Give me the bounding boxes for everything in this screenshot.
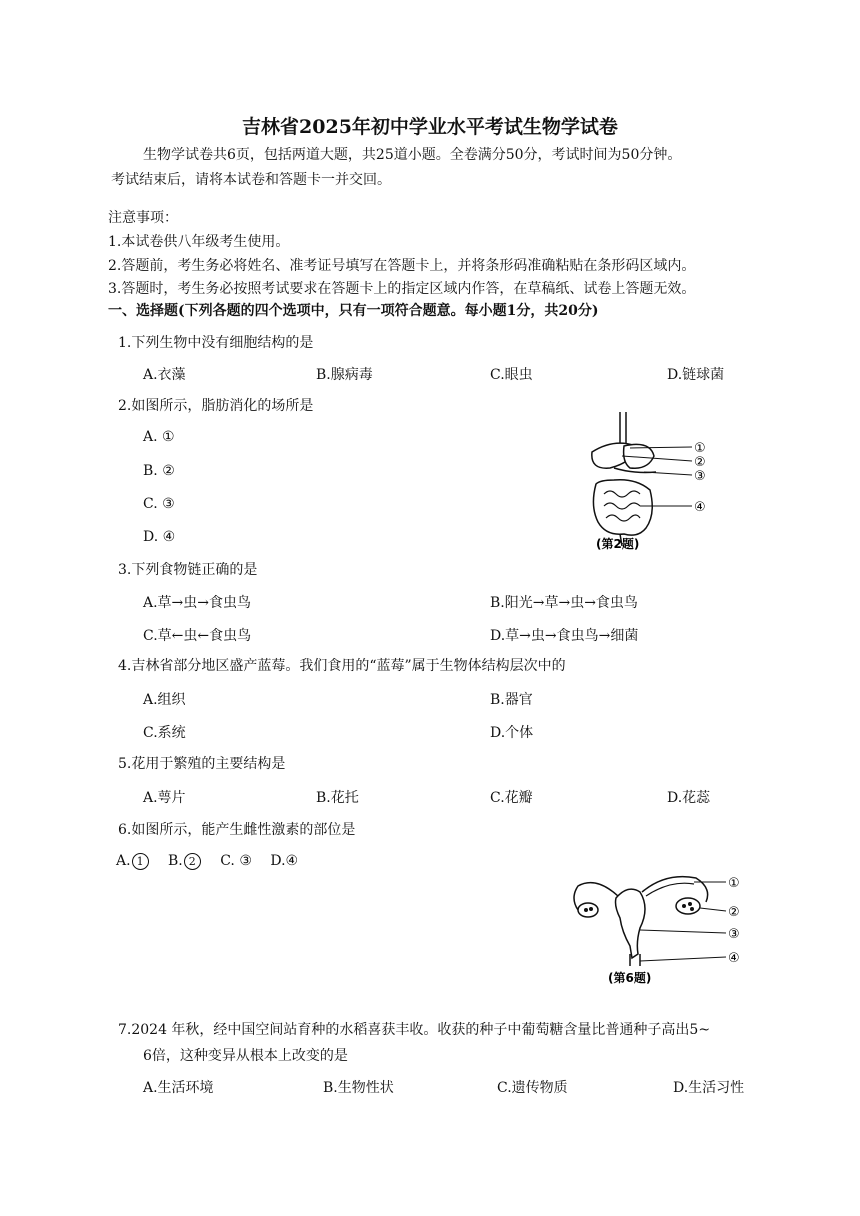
section-heading: 一、选择题(下列各题的四个选项中，只有一项符合题意。每小题1分，共20分) — [108, 303, 599, 319]
option-a: A.衣藻 — [143, 367, 186, 383]
question-stem: 3.下列食物链正确的是 — [118, 562, 258, 578]
option-c: C.花瓣 — [490, 790, 533, 806]
page-title: 吉林省2025年初中学业水平考试生物学试卷 — [242, 116, 618, 138]
option-d: D.个体 — [490, 725, 534, 741]
option-c: C.草←虫←食虫鸟 — [143, 628, 252, 644]
figure-caption: (第2题) — [596, 537, 640, 551]
option-a: A.萼片 — [143, 790, 186, 806]
question-stem: 2.如图所示，脂肪消化的场所是 — [118, 398, 314, 414]
option-a: A. — [116, 853, 131, 869]
option-b: B.器官 — [490, 692, 533, 708]
question-stem: 4.吉林省部分地区盛产蓝莓。我们食用的“蓝莓”属于生物体结构层次中的 — [118, 658, 566, 674]
option-c: C.眼虫 — [490, 367, 533, 383]
option-c: C. ③ — [220, 853, 252, 869]
option-c: C.系统 — [143, 725, 186, 741]
option-b: B. — [168, 853, 183, 869]
option-b: B. ② — [143, 463, 175, 479]
option-d: D.花蕊 — [667, 790, 711, 806]
option-a: A.生活环境 — [143, 1080, 214, 1096]
option-b: B.腺病毒 — [316, 367, 373, 383]
figure-caption: (第6题) — [608, 971, 652, 985]
option-c: C. ③ — [143, 496, 175, 512]
note-item: 1.本试卷供八年级考生使用。 — [108, 234, 290, 250]
option-d: D.生活习性 — [673, 1080, 745, 1096]
figure-label: ③ — [694, 469, 706, 484]
figure-label: ② — [728, 905, 740, 920]
figure-label: ④ — [694, 500, 706, 515]
figure-label: ② — [694, 455, 706, 470]
figure-label: ④ — [728, 951, 740, 966]
option-b: B.阳光→草→虫→食虫鸟 — [490, 595, 638, 611]
note-item: 3.答题时，考生务必按照考试要求在答题卡上的指定区域内作答，在草稿纸、试卷上答题无效。 — [108, 281, 696, 297]
question-stem: 6.如图所示，能产生雌性激素的部位是 — [118, 822, 356, 838]
digestive-system-figure — [584, 410, 724, 555]
notes-heading: 注意事项： — [108, 210, 178, 226]
question-stem: 5.花用于繁殖的主要结构是 — [118, 756, 286, 772]
female-reproductive-figure — [566, 866, 752, 990]
option-b: B.生物性状 — [323, 1080, 394, 1096]
note-item: 2.答题前，考生务必将姓名、准考证号填写在答题卡上，并将条形码准确粘贴在条形码区域内。 — [108, 258, 696, 274]
option-b-mark: 2 — [184, 853, 201, 870]
option-d: D.草→虫→食虫鸟→细菌 — [490, 628, 639, 644]
option-d: D.链球菌 — [667, 367, 725, 383]
option-c: C.遗传物质 — [497, 1080, 568, 1096]
option-a: A.草→虫→食虫鸟 — [143, 595, 252, 611]
figure-label: ① — [694, 441, 706, 456]
figure-label: ③ — [728, 927, 740, 942]
question-stem: 7.2024 年秋，经中国空间站育种的水稻喜获丰收。收获的种子中葡萄糖含量比普通种子高出5~ — [118, 1022, 711, 1038]
question-stem-continued: 6倍，这种变异从根本上改变的是 — [143, 1048, 348, 1064]
option-a: A.组织 — [143, 692, 186, 708]
intro-line-1: 生物学试卷共6页，包括两道大题，共25道小题。全卷满分50分，考试时间为50分钟。 — [143, 147, 682, 163]
intro-line-2: 考试结束后，请将本试卷和答题卡一并交回。 — [111, 172, 391, 188]
option-b: B.花托 — [316, 790, 359, 806]
option-d: D. ④ — [143, 529, 176, 545]
option-a-mark: 1 — [132, 853, 149, 870]
figure-label: ① — [728, 876, 740, 891]
option-d: D.④ — [270, 853, 299, 869]
option-row — [116, 851, 298, 871]
option-a: A. ① — [143, 429, 175, 445]
question-stem: 1.下列生物中没有细胞结构的是 — [118, 335, 314, 351]
